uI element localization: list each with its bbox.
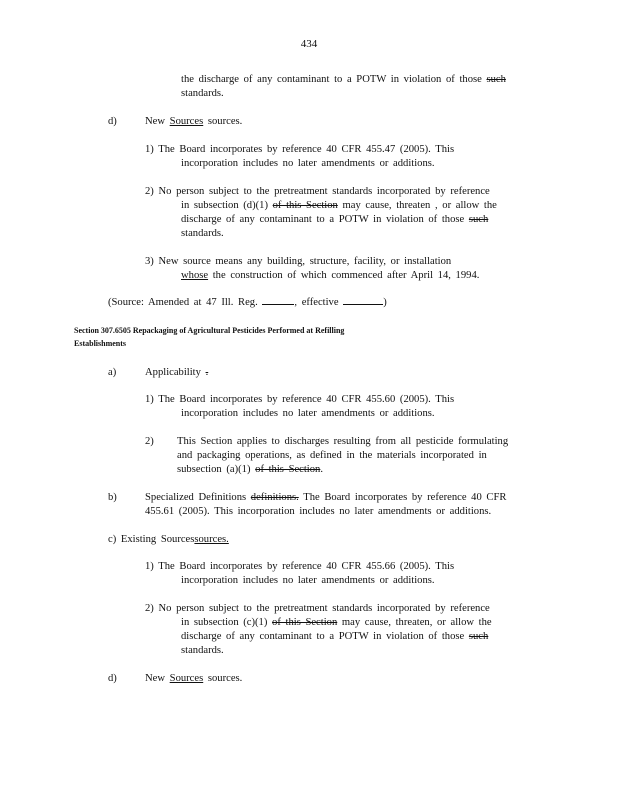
text-span: discharge of any contaminant to a POTW in violation of those — [181, 631, 465, 642]
text-span: the discharge of any contaminant to a POTW in violation of those — [181, 74, 482, 85]
item-label: 2) — [145, 436, 154, 447]
strikethrough-text: definitions. — [250, 492, 299, 503]
text-line: incorporation includes no later amendments or additions. — [181, 575, 435, 586]
text-line: 1) The Board incorporates by reference 40 CFR 455.60 (2005). This — [145, 394, 455, 405]
text-span: sources. — [207, 116, 243, 127]
text-span: c) Existing Sources — [108, 534, 195, 545]
text-line: and packaging operations, as defined in the materials incorporated in — [177, 450, 487, 461]
text-line: standards. — [181, 645, 224, 656]
text-line — [145, 115, 242, 128]
source-note — [108, 296, 387, 309]
text-line: 1) The Board incorporates by reference 40 CFR 455.47 (2005). This — [145, 144, 455, 155]
strikethrough-text: such — [486, 74, 506, 85]
strikethrough-text: of this Section — [272, 200, 338, 211]
text-line: 2) No person subject to the pretreatment standards incorporated by reference — [145, 186, 490, 197]
strikethrough-text: such — [468, 214, 489, 225]
text-line: This Section applies to discharges resulting from all pesticide formulating — [177, 436, 509, 447]
text-span: may cause, threaten , or allow the — [342, 200, 497, 211]
underlined-text: whose — [181, 270, 209, 281]
text-line — [145, 672, 242, 685]
underlined-text: Sources — [169, 116, 204, 127]
text-line: standards. — [181, 228, 224, 239]
text-line: 1) The Board incorporates by reference 40 CFR 455.66 (2005). This — [145, 561, 455, 572]
text-line — [145, 491, 506, 504]
section-heading: Section 307.6505 Repackaging of Agricultural Pesticides Performed at Refilling — [74, 326, 345, 335]
text-span: may cause, threaten, or allow the — [341, 617, 492, 628]
text-span: in subsection (c)(1) — [181, 617, 268, 628]
text-span: The Board incorporates by reference 40 CFR — [298, 492, 507, 503]
text-line: 3) New source means any building, structure, facility, or installation — [145, 256, 452, 267]
text-line: 2) No person subject to the pretreatment standards incorporated by reference — [145, 603, 490, 614]
strikethrough-text: of this Section — [272, 617, 338, 628]
blank-line — [343, 304, 383, 305]
text-line — [177, 463, 323, 476]
text-line — [108, 533, 229, 546]
blank-line — [262, 304, 294, 305]
text-span: Applicability — [145, 367, 201, 378]
text-line — [181, 630, 488, 643]
text-line — [145, 366, 208, 379]
text-span: in subsection (d)(1) — [181, 200, 268, 211]
text-line: incorporation includes no later amendments or additions. — [181, 158, 435, 169]
text-span: sources. — [207, 673, 243, 684]
text-line — [181, 213, 488, 226]
item-label: b) — [108, 492, 117, 503]
text-span: ) — [383, 297, 387, 308]
item-label: a) — [108, 367, 117, 378]
text-line: incorporation includes no later amendments or additions. — [181, 408, 435, 419]
text-line: 455.61 (2005). This incorporation includes no later amendments or additions. — [145, 506, 492, 517]
strikethrough-text: such — [468, 631, 489, 642]
text-line — [181, 199, 497, 212]
text-span: the construction of which commenced after April 14, 1994. — [212, 270, 480, 281]
text-line — [181, 269, 479, 282]
underlined-text: sources. — [194, 534, 229, 545]
page-number: 434 — [300, 38, 318, 50]
text-span: (Source: Amended at 47 Ill. Reg. — [108, 297, 258, 308]
text-line: standards. — [181, 88, 224, 99]
text-span: , effective — [294, 297, 339, 308]
text-span: Specialized Definitions — [145, 492, 247, 503]
text-line — [181, 73, 506, 86]
text-line — [181, 616, 492, 629]
strikethrough-text: . — [205, 367, 209, 378]
underlined-text: Sources — [169, 673, 204, 684]
item-label: d) — [108, 116, 117, 127]
text-span: New — [145, 116, 166, 127]
section-heading: Establishments — [74, 339, 127, 348]
text-span: discharge of any contaminant to a POTW in violation of those — [181, 214, 465, 225]
text-span: New — [145, 673, 166, 684]
strikethrough-text: of this Section — [255, 464, 321, 475]
item-label: d) — [108, 673, 117, 684]
text-span: . — [320, 464, 324, 475]
text-span: subsection (a)(1) — [177, 464, 251, 475]
